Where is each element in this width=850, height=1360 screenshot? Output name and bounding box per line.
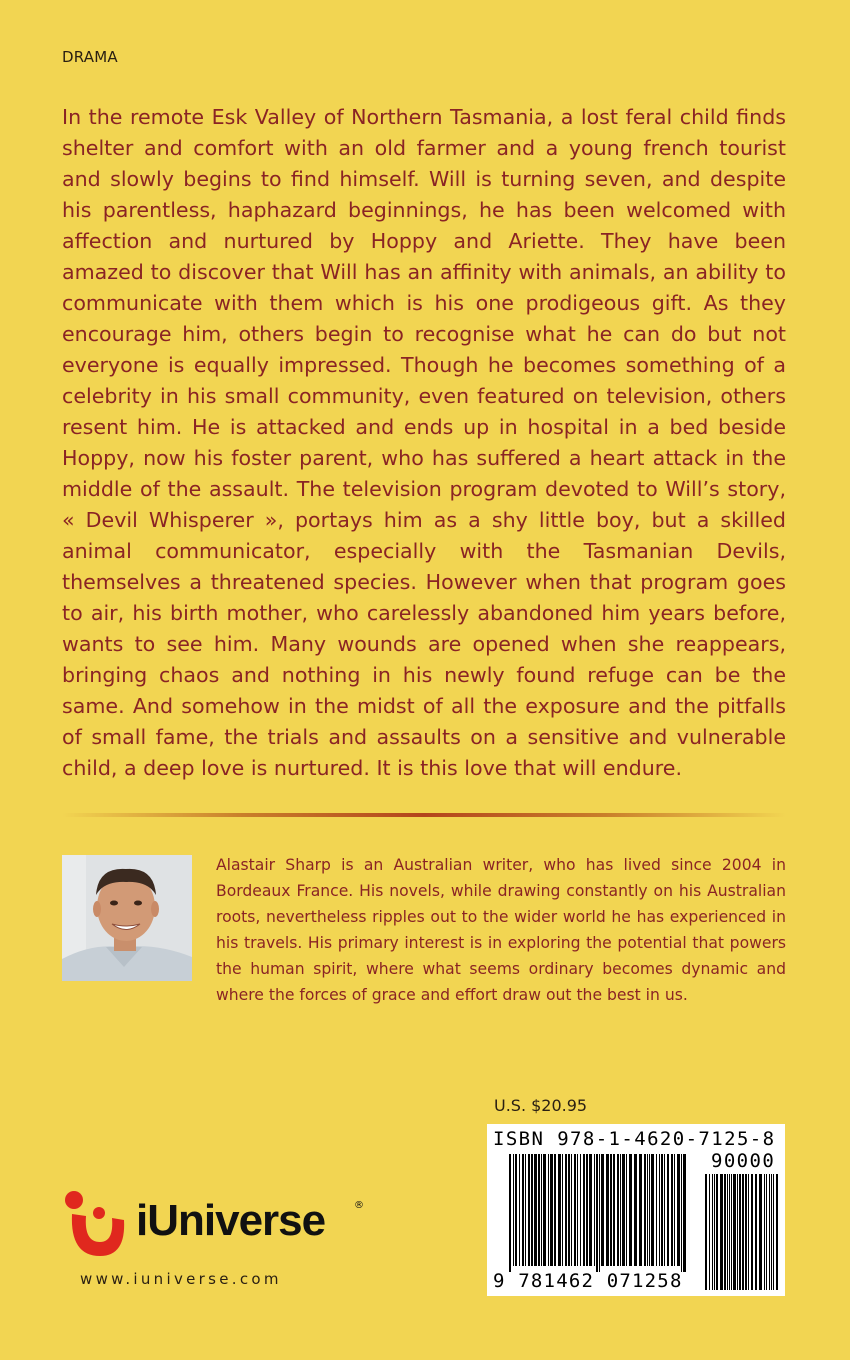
barcode-digits: 9 781462 071258	[493, 1270, 683, 1292]
publisher-name: iUniverse	[136, 1196, 326, 1245]
section-divider	[62, 813, 786, 817]
publisher-logo	[62, 1186, 372, 1266]
author-bio: Alastair Sharp is an Australian writer, who has lived since 2004 in Bordeaux France. His novels, while drawing constantly on his Australian roots, nevertheless ripples out to the wider world he has experienced in his travels. His primary interest is in exploring the potential that powers the human spirit, where what seems ordinary becomes dynamic and where the forces of grace and effort draw out the best in us.	[216, 856, 786, 1004]
barcode-addon-digits: 90000	[711, 1150, 776, 1172]
isbn-barcode	[487, 1124, 785, 1296]
publisher-website: www.iuniverse.com	[80, 1270, 282, 1288]
isbn-text: ISBN 978-1-4620-7125-8	[493, 1128, 776, 1150]
author-photo	[62, 855, 192, 981]
book-description: In the remote Esk Valley of Northern Tasmania, a lost feral child finds shelter and comfort with an old farmer and a young french tourist and slowly begins to find himself. Will is turning seven, and despite his parentless, haphazard beginnings, he has been welcomed with affection and nurtured by Hoppy and Ariette. They have been amazed to discover that Will has an affinity with animals, an ability to communicate with them which is his one prodigeous gift. As they encourage him, others begin to recognise what he can do but not everyone is equally impressed. Though he becomes something of a celebrity in his small community, even featured on television, others resent him. He is attacked and ends up in hospital in a bed beside Hoppy, now his foster parent, who has suffered a heart attack in the middle of the assault. The television program devoted to Will’s story, « Devil Whisperer », portays him as a shy little boy, but a skilled animal communicator, especially with the Tasmanian Devils, themselves a threatened species. However when that program goes to air, his birth mother, who carelessly abandoned him years before, wants to see him. Many wounds are opened when she reappears, bringing chaos and nothing in his newly found refuge can be the same. And somehow in the midst of all the exposure and the pitfalls of small fame, the trials and assaults on a sensitive and vulnerable child, a deep love is nurtured. It is this love that will endure.	[62, 105, 786, 780]
price-label: U.S. $20.95	[494, 1096, 588, 1115]
iuniverse-logo-icon	[62, 1186, 134, 1266]
registered-mark: ®	[354, 1200, 364, 1211]
genre-label: DRAMA	[62, 48, 118, 66]
